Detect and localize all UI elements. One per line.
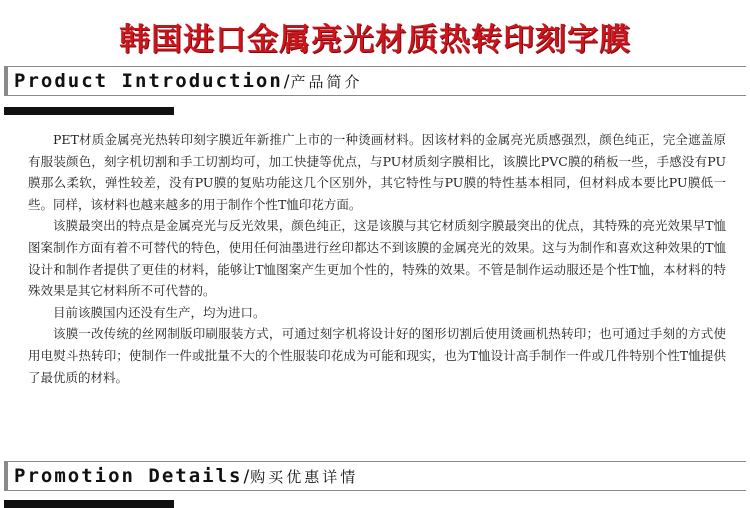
section-header-accent (4, 461, 8, 491)
section-heading (14, 465, 358, 488)
description-paragraph: 该膜一改传统的丝网制版印刷服装方式，可通过刻字机将设计好的图形切割后使用烫画机热转印；也可通过手刻的方式使用电熨斗热转印；使制作一件或批量不大的个性服装印花成为可能和现实，也为T恤设计高手制作一件或几件特别个性T恤提供了最优质的材料。 (28, 326, 726, 385)
section-header-product-introduction (4, 66, 746, 96)
section-underline-bar (4, 107, 174, 115)
description-paragraph: 目前该膜国内还没有生产，均为进口。 (53, 304, 266, 320)
description-paragraph: PET材质金属亮光热转印刻字膜近年新推广上市的一种烫画材料。因该材料的金属亮光质感强烈，颜色纯正，完全遮盖原有服装颜色，刻字机切割和手工切割均可，加工快捷等优点，与PU材质刻字膜相比，该膜比PVC膜的稍板一些，手感没有PU膜那么柔软，弹性较差，没有PU膜的复贴功能这几个区别外，其它特性与PU膜的特性基本相同，但材料成本要比PU膜低一些。同样，该材料也越来越多的用于制作个性T恤印花方面。 (28, 132, 726, 212)
section-heading-english: Product Introduction (14, 70, 283, 92)
section-heading-chinese: 购买优惠详情 (250, 468, 359, 486)
section-heading-chinese: 产品简介 (290, 73, 363, 91)
product-description (28, 129, 726, 388)
page-title: 韩国进口金属亮光材质热转印刻字膜 (119, 22, 631, 58)
section-heading-separator: / (243, 467, 250, 487)
section-header-accent (4, 66, 8, 96)
description-paragraph: 该膜最突出的特点是金属亮光与反光效果，颜色纯正，这是该膜与其它材质刻字膜最突出的优点，其特殊的亮光效果早T恤图案制作方面有着不可替代的特色，使用任何油墨进行丝印都达不到该膜的金属亮光的效果。这与为制作和喜欢这种效果的T恤设计和制作者提供了更佳的材料，能够让T恤图案产生更加个性的，特殊的效果。不管是制作运动服还是个性T恤，本材料的特殊效果是其它材料所不可代替的。 (28, 218, 726, 299)
section-header-promotion-details (4, 461, 746, 491)
section-heading (14, 70, 363, 93)
section-heading-separator: / (283, 72, 290, 92)
section-heading-english: Promotion Details (14, 465, 243, 487)
section-underline-bar (4, 500, 174, 508)
